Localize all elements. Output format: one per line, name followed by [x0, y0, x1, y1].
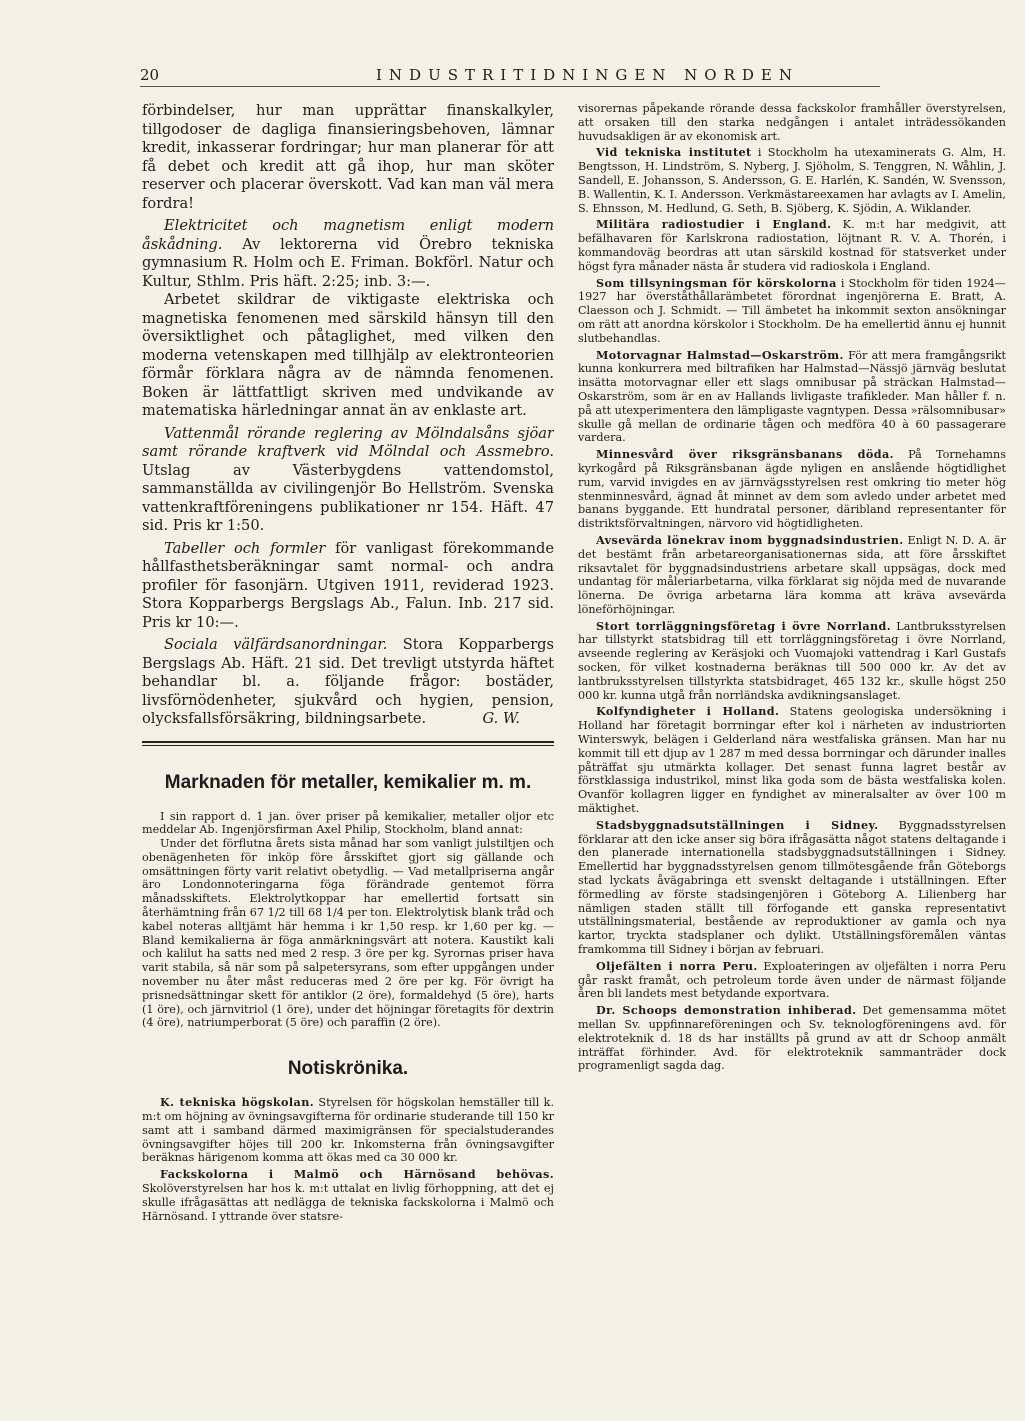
notis-list	[142, 1096, 554, 1223]
notis-body: Enligt N. D. A. är det bestämt från arbetareorganisationernas sida, att före årsskiftet riksavtalet för byggnadsindustriens arbetare skall uppsägas, dock med undantag för måleriarbetarna, vilka förklarat sig nöjda med de nuvarande lönerna. De övriga arbetarna lära komma att kräva avsevärda löneförhöjningar.	[578, 533, 1006, 616]
notis-item	[578, 534, 1006, 617]
intro-paragraph: förbindelser, hur man upprättar finanskalkyler, tillgodoser de dagliga finansieringsbehoven, lämnar kredit, inkasserar fordringar; hur man planerar för att få debet och kredit att gå ihop, hur man sköter reserver och placerar överskott. Vad kan man väl mera fordra!	[142, 102, 554, 212]
notis-body: För att mera framgångsrikt kunna konkurrera med biltrafiken har Halmstad—Nässjö järnväg beslutat insätta motorvagnar eller ett slags omnibusar på sträckan Halmstad—Oskarström, som är en av Hallands livligaste trafikleder. Man håller f. n. på att utexperimentera den lämpligaste vagntypen. Dessa »rälsomnibusar» skulle gå mellan de ordinarie tågen och medföra 40 à 60 passagerare vardera.	[578, 348, 1006, 445]
review-sociala	[142, 636, 554, 729]
notis-lead: Fackskolorna i Malmö och Härnösand behövas.	[160, 1167, 554, 1182]
notis-body: Styrelsen för högskolan hemställer till k. m:t om höjning av övningsavgifterna för ordinarie studerande till 150 kr samt att i samband därmed maximigränsen för specialstuderandes övningsavgifter höjes till 200 kr. Inkomsterna från övningsavgifter beräknas härigenom komma att ökas med ca 30 000 kr.	[142, 1096, 554, 1165]
review-body: Utslag av Västerbygdens vattendomstol, sammanställda av civilingenjör Bo Hellström. Svenska vattenkraftföreningens publikationer nr 154. Häft. 47 sid. Pris kr 1:50.	[142, 461, 554, 534]
notis-item	[142, 1096, 554, 1165]
page-number: 20	[140, 66, 160, 84]
review-vattenmal	[142, 425, 554, 536]
market-paragraph: Under det förflutna årets sista månad har som vanligt julstiltjen och obenägenheten för inköp före årsskiftet gjort sig gällande och omsättningen förty varit relativt obetydlig. — Vad metallpriserna angår äro Londonnoteringarna föga förändrade gentemot förra månadsskiftets. Elektrolytkoppar har emellertid fortsatt sin återhämtning från 67 1/2 till 68 1/4 per ton. Elektrolytisk blank tråd och kabel noteras alltjämt här hemma i kr 1,50 resp. kr 1,60 per kg. — Bland kemikalierna är föga anmärkningsvärt att notera. Kaustikt kali och kalilut ha satts ned med 2 resp. 3 öre per kg. Syrornas priser hava varit stabila, så när som på salpetersyrans, som efter uppgången under november nu åter måst reduceras med 2 öre per kg. För övrigt ha prisnedsättningar skett för antiklor (2 öre), formaldehyd (5 öre), harts (1 öre), och järnvitriol (1 öre), under det höjningar företagits för dextrin (4 öre), natriumperborat (5 öre) och paraffin (2 öre).	[142, 837, 554, 1030]
review-title: Vattenmål rörande reglering av Mölndalsåns sjöar samt rörande kraftverk vid Mölndal och Assmebro.	[142, 424, 554, 460]
notis-lead: Motorvagnar Halmstad—Oskarström.	[596, 347, 844, 362]
notis-body: Lantbruksstyrelsen har tillstyrkt statsbidrag till ett torrläggningsföretag i övre Norrland, avseende reglering av Keräsjoki och Vuomajoki vattendrag i Karl Gustafs socken, för vilket kostnaderna beräknas till 500 000 kr. Av det av lantbruksstyrelsen tillstyrkta statsbidraget, 465 132 kr., skulle högst 250 000 kr. kunna utgå från norrländska avdikningsanslaget.	[578, 619, 1006, 702]
review-body: Arbetet skildrar de viktigaste elektriska och magnetiska fenomenen med särskild hänsyn till den översiktlighet och påtaglighet, med vilken den moderna vetenskapen med tillhjälp av elektronteorien förmår förklara några av de nämnda fenomenen. Boken är lättfattligt skriven med undvikande av matematiska härledningar annat än av enklaste art.	[142, 291, 554, 419]
review-tabeller	[142, 540, 554, 633]
notis-body: i Stockholm för tiden 1924—1927 har överståthållarämbetet förordnat ingenjörerna E. Bratt, A. Claesson och J. Schmidt. — Till ämbetet ha inkommit sexton ansökningar om rätt att anordna körskolor i Stockholm. De ha emellertid ännu ej hunnit slutbehandlas.	[578, 276, 1006, 345]
review-body: Stora Kopparbergs Bergslags Ab. Häft. 21 sid. Det trevligt utstyrda häftet behandlar bl. a. följande frågor: bostäder, livsförnödenheter, sjukvård och hygien, pension, olycksfallsförsäkring, bildningsarbete.	[142, 636, 554, 727]
notis-item	[578, 1004, 1006, 1073]
notis-lead: K. tekniska högskolan.	[160, 1095, 315, 1110]
notis-lead: Avsevärda lönekrav inom byggnadsindustrien.	[596, 532, 904, 547]
notis-lead: Militära radiostudier i England.	[596, 217, 832, 232]
right-column	[578, 102, 1006, 1073]
notis-item	[578, 277, 1006, 346]
review-biblio: Av lektorerna vid Örebro tekniska gymnasium R. Holm och E. Friman. Bokförl. Natur och Kultur, Sthlm. Pris häft. 2:25; inb. 3:—.	[142, 235, 554, 290]
left-column	[142, 102, 554, 1223]
market-paragraph: I sin rapport d. 1 jan. över priser på kemikalier, metaller oljor etc meddelar Ab. Ingenjörsfirman Axel Philip, Stockholm, bland annat:	[142, 809, 554, 837]
notis-item	[578, 349, 1006, 446]
notis-item	[578, 146, 1006, 215]
notis-lead: Dr. Schoops demonstration inhiberad.	[596, 1003, 857, 1018]
notis-body: Det gemensamma mötet mellan Sv. uppfinnareföreningen och Sv. teknologföreningens avd. för elektroteknik d. 18 ds har inställts på grund av att dr Schoop anmält inträffat förhinder. Avd. för elektroteknik sammanträder dock programenligt sagda dag.	[578, 1004, 1006, 1073]
notis-continuation: visorernas påpekande rörande dessa fackskolor framhåller överstyrelsen, att orsaken till den starka nedgången i antalet inträdessökanden huvudsakligen är av ekonomisk art.	[578, 102, 1006, 143]
notis-body: i Stockholm ha utexaminerats G. Alm, H. Bengtsson, H. Lindström, S. Nyberg, J. Sjöholm, S. Tenggren, N. Wåhlin, J. Sandell, E. Johansson, S. Andersson, G. E. Harlén, K. Sandén, W. Svensson, B. Wallentin, K. I. Andersson. Verkmästareexamen har avlagts av I. Amelin, S. Ehnsson, M. Hedlund, G. Seth, B. Sjöberg, K. Sjödin, A. Wiklander.	[578, 146, 1006, 215]
signature: G. W.	[482, 710, 520, 727]
review-body: för vanligast förekommande hållfasthetsberäkningar samt normal- och andra profiler för fasonjärn. Utgiven 1911, reviderad 1923. Stora Kopparbergs Bergslags Ab., Falun. Inb. 217 sid. Pris kr 10:—.	[142, 539, 554, 631]
notis-item	[578, 448, 1006, 531]
page-header	[140, 62, 880, 87]
notis-lead: Minnesvård över riksgränsbanans döda.	[596, 447, 894, 462]
review-title: Sociala välfärdsanordningar.	[164, 636, 388, 653]
notis-lead: Stort torrläggningsföretag i övre Norrland.	[596, 618, 892, 633]
notis-body: Byggnadsstyrelsen förklarar att den icke anser sig böra ifrågasätta något statens deltagande i den planerade internationella stadsbyggnadsutställningen i Sidney. Emellertid har byggnadsstyrelsen genom tillmötesgående från Göteborgs stad lyckats åvägabringa ett svenskt deltagande i utställningen. Efter förmedling av förste stadsingenjören i Göteborg A. Lilienberg har nämligen staden ställt till förfogande ett ganska representativt utställningsmaterial, bestående av reproduktioner av gamla och nya kartor, tryckta stadsplaner och dylikt. Utställningsföremålen väntas framkomma till Sidney i början av februari.	[578, 818, 1006, 957]
notis-item	[142, 1168, 554, 1223]
review-title: Elektricitet och magnetism enligt modern åskådning.	[142, 217, 554, 253]
notis-body: K. m:t har medgivit, att befälhavaren för Karlskrona radiostation, löjtnant R. V. A. Thorén, i kommandoväg beordras att utan särskild kostnad för statsverket under högst fyra månader nästa år studera vid radioskola i England.	[578, 218, 1006, 273]
notis-lead: Oljefälten i norra Peru.	[596, 958, 758, 973]
section-divider	[142, 741, 554, 746]
notis-lead: Vid tekniska institutet	[596, 145, 752, 160]
notis-item	[578, 960, 1006, 1001]
notis-lead: Stadsbyggnadsutställningen i Sidney.	[596, 817, 879, 832]
notis-item	[578, 218, 1006, 273]
review-elektricitet	[142, 217, 554, 291]
notis-item	[578, 705, 1006, 815]
notis-body: Statens geologiska undersökning i Holland har företagit borrningar efter kol i närheten av industriorten Winterswyk, belägen i Gelderland nära westfaliska gränsen. Man har nu kommit till ett djup av 1 287 m med dessa borrningar och därunder inalles påträffat sju utmärkta kollager. Det senast funna lagret består av förstklassiga industrikol, minst lika goda som de bästa westfaliska kolen. Ovanför kollagren ligger en fyndighet av mineralsalter av över 100 m mäktighet.	[578, 705, 1006, 816]
notis-lead: Kolfyndigheter i Holland.	[596, 704, 780, 719]
notis-item	[578, 620, 1006, 703]
notis-heading: Notiskrönika.	[287, 1058, 409, 1080]
notis-lead: Som tillsyningsman för körskolorna	[596, 275, 837, 290]
review-title: Tabeller och formler	[164, 539, 326, 557]
notis-body: På Tornehamns kyrkogård på Riksgränsbanan ägde nyligen en anslående högtidlighet rum, varvid invigdes en av järnvägsstyrelsen rest omkring tio meter hög stenminnesvård, ägnad åt minnet av dem som avledo under arbetet med banans byggande. Ett hundratal personer, däribland representanter för distriktsförvaltningen, närvoro vid högtidligheten.	[578, 448, 1006, 531]
notis-body: Exploateringen av oljefälten i norra Peru går raskt framåt, och petroleum torde även under de närmast följande åren bli landets mest betydande exportvara.	[578, 959, 1006, 1001]
book-reviews	[142, 102, 554, 729]
running-head: INDUSTRITIDNINGEN NORDEN	[376, 66, 799, 84]
market-report	[142, 810, 554, 1031]
notis-item	[578, 819, 1006, 957]
notis-body: Skolöverstyrelsen har hos k. m:t uttalat en livlig förhoppning, att det ej skulle ifrågasättas att nedlägga de tekniska fackskolorna i Malmö och Härnösand. I yttrande över statsre-	[142, 1182, 554, 1223]
market-heading: Marknaden för metaller, kemikalier m. m.	[164, 771, 532, 793]
